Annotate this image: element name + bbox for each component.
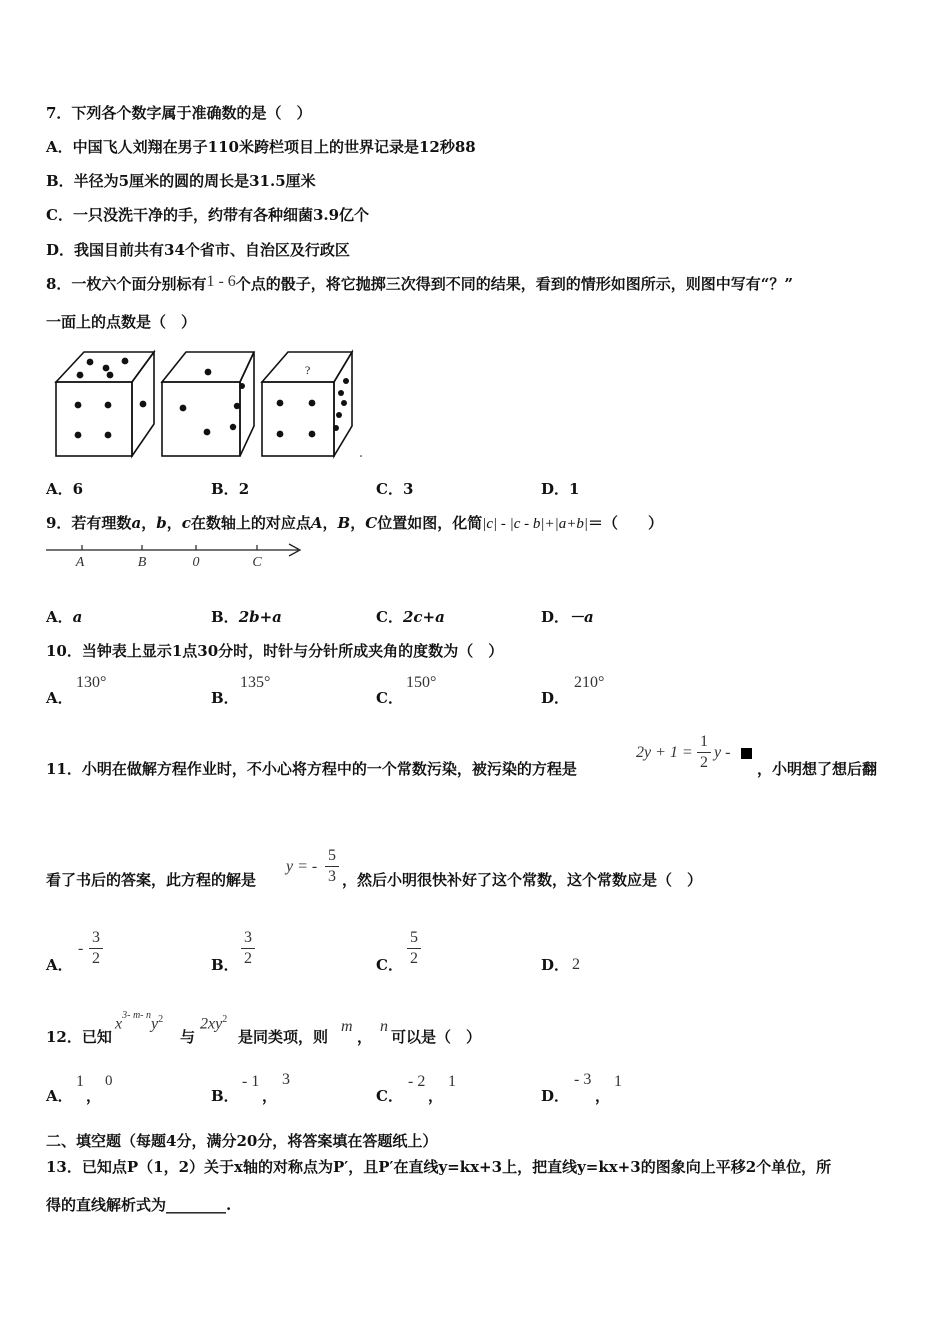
q11-solution-left: y = - [286,858,318,875]
q12-option-d-v1: - 3 [574,1071,592,1088]
q12-stem-b: 与 [180,1028,196,1046]
q11-option-d-value: 2 [572,956,580,973]
q12-option-c-v2: 1 [448,1073,456,1090]
q11-stem-d: ，然后小明很快补好了这个常数，这个常数应是（ ） [342,871,703,889]
q8-stem-line1 [46,274,793,295]
q10-option-b-label: B． [211,689,239,707]
q12-option-b: B． [211,1087,239,1105]
q12-option-a-v2: 0 [105,1073,113,1089]
q11-stem-a: 11．小明在做解方程作业时，不小心将方程中的一个常数污染，被污染的方程是 [46,760,577,778]
q12-term1: $x^{3- m- n}y^2$ [115,1010,164,1033]
q12-term2: $2xy^2$ [200,1014,228,1033]
q8-option-a: A．6 [46,480,84,498]
q11-eq-frac: 1 2 [697,733,711,772]
q9-option-a: A．a [46,608,83,626]
q11-option-c-frac: 5 2 [407,929,421,968]
number-line [44,538,304,574]
q8-question-mark: ? [305,363,311,377]
q12-comma: ， [357,1028,373,1046]
axis-label-a: A [75,555,85,570]
q12-stem-a: 12．已知 [46,1028,112,1046]
q11-option-a-label: A． [46,956,73,974]
q11-option-c-label: C． [376,956,403,974]
q10-option-c-label: C． [376,689,403,707]
q7-stem: 7．下列各个数字属于准确数的是（ ） [46,104,312,122]
q7-option-b: B．半径为5厘米的圆的周长是31.5厘米 [46,172,316,190]
q12-stem-c: 是同类项，则 [238,1028,329,1046]
q7-option-d: D．我国目前共有34个省市、自治区及行政区 [46,241,350,259]
q11-option-b-label: B． [211,956,239,974]
q12-option-d: D． [541,1087,570,1105]
q10-option-d-label: D． [541,689,570,707]
q9-option-b: B．2b+a [211,608,282,626]
q8-option-c: C．3 [376,480,414,498]
q11-option-b-frac: 3 2 [241,929,255,968]
q10-option-a-label: A． [46,689,73,707]
q8-option-d: D．1 [541,480,580,498]
axis-label-zero: 0 [192,555,200,570]
q10-stem: 10．当钟表上显示1点30分时，时针与分针所成夹角的度数为（ ） [46,642,504,660]
q12-stem-d: 可以是（ ） [391,1028,482,1046]
q12-var-m: m [341,1018,353,1035]
q8-range: 1 - 6 [206,273,236,290]
q7-option-c: C．一只没洗干净的手，约带有各种细菌3.9亿个 [46,206,370,224]
q12-option-d-v2: 1 [614,1073,622,1090]
q11-eq-right: y - [714,744,731,761]
axis-label-b: B [137,555,147,570]
q10-option-c-value: 150° [406,674,437,691]
q8-stem-line2: 一面上的点数是（ ） [46,313,197,331]
q10-option-a-value: 130° [76,674,107,691]
q12-option-c-v1: - 2 [408,1073,426,1090]
q11-stem-b: ，小明想了想后翻 [757,760,878,778]
q13-line2: 得的直线解析式为________. [46,1196,232,1214]
q12-option-c: C． [376,1087,403,1105]
q11-solution-frac: 5 3 [325,847,339,886]
q8-option-b: B．2 [211,480,250,498]
q11-stem-c: 看了书后的答案，此方程的解是 [46,871,257,889]
q12-option-a-v1: 1 [76,1073,84,1090]
q12-option-b-v2: 3 [282,1071,290,1088]
q9-stem: 9．若有理数a，b，c在数轴上的对应点A，B，C位置如图，化简|c| - |c - b|+|a+b|＝（ ） [46,514,664,532]
ink-blot [741,748,752,759]
q11-option-d-label: D． [541,956,570,974]
axis-label-c: C [252,555,262,570]
section-2-heading: 二、填空题（每题4分，满分20分，将答案填在答题纸上） [46,1132,438,1150]
q12-option-a: A． [46,1087,73,1105]
q12-var-n: n [380,1018,388,1035]
dice-figure [50,348,370,460]
q9-option-d: D．－a [541,608,594,626]
q11-option-a-sign: - [78,940,84,957]
q12-option-b-v1: - 1 [242,1073,260,1090]
q11-option-a-frac: 3 2 [89,929,103,968]
q9-expression: |c| - |c - b|+|a+b| [482,516,588,532]
q11-eq-left: 2y + 1 = [636,744,693,761]
q7-option-a: A．中国飞人刘翔在男子110米跨栏项目上的世界记录是12秒88 [46,138,476,156]
q10-option-d-value: 210° [574,674,605,691]
q13-line1: 13．已知点P（1，2）关于x轴的对称点为P′，且P′在直线y=kx+3上，把直线y=kx+3的图象向上平移2个单位，所 [46,1158,832,1176]
q9-option-c: C．2c+a [376,608,445,626]
q8-stem-a: 8．一枚六个面分别标有 [46,275,207,293]
q10-option-b-value: 135° [240,674,271,691]
q8-stem-b: 个点的骰子，将它抛掷三次得到不同的结果，看到的情形如图所示，则图中写有“？” [235,275,794,293]
